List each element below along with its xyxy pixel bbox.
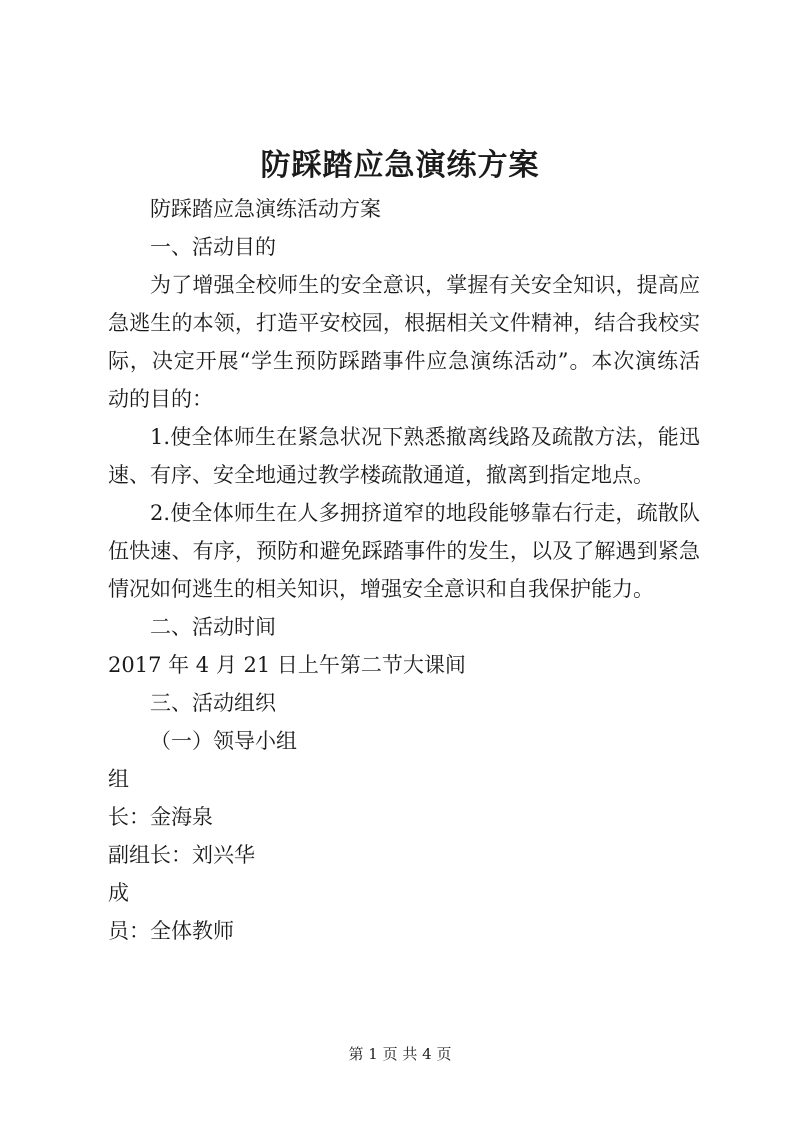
paragraph-line: 防踩踏应急演练活动方案 — [150, 197, 381, 221]
subsection-heading: （一）领导小组 — [150, 729, 297, 753]
section-heading: 三、活动组织 — [150, 691, 276, 715]
document-body — [108, 190, 700, 950]
paragraph-line: 长：金海泉 — [108, 805, 213, 829]
paragraph-line: 成 — [108, 881, 129, 905]
paragraph-line: 际，决定开展“学生预防踩踏事件应急演练活动”。本次演练活 — [108, 349, 700, 373]
section-heading: 二、活动时间 — [150, 615, 276, 639]
list-item-line: 1.使全体师生在紧急状况下熟悉撤离线路及疏散方法，能迅 — [150, 425, 700, 449]
paragraph-line: 急逃生的本领，打造平安校园，根据相关文件精神，结合我校实 — [108, 311, 700, 335]
paragraph-line: 动的目的： — [108, 387, 213, 411]
page-number-footer: 第 1 页 共 4 页 — [348, 1045, 452, 1063]
paragraph-line: 为了增强全校师生的安全意识，掌握有关安全知识，提高应 — [150, 273, 700, 297]
list-item-line: 2.使全体师生在人多拥挤道窄的地段能够靠右行走，疏散队 — [150, 501, 700, 525]
date-line: 2017 年 4 月 21 日上午第二节大课间 — [108, 653, 466, 677]
list-item-line: 情况如何逃生的相关知识，增强安全意识和自我保护能力。 — [108, 577, 654, 601]
paragraph-line: 员：全体教师 — [108, 919, 234, 943]
list-item-line: 速、有序、安全地通过教学楼疏散通道，撤离到指定地点。 — [108, 463, 654, 487]
paragraph-line: 副组长：刘兴华 — [108, 843, 255, 867]
section-heading: 一、活动目的 — [150, 235, 276, 259]
document-title: 防踩踏应急演练方案 — [260, 148, 540, 183]
list-item-line: 伍快速、有序，预防和避免踩踏事件的发生，以及了解遇到紧急 — [108, 539, 700, 563]
paragraph-line: 组 — [108, 767, 129, 791]
